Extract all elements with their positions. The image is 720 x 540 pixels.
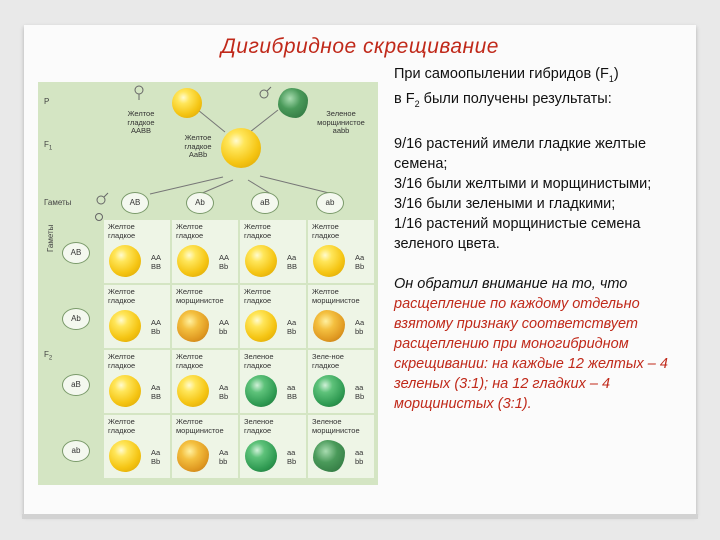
arrow-f1-to-ab: [150, 177, 223, 194]
conclusion: Он обратил внимание на то, что расщепление по каждому отдельно взятому признаку соответствует расщеплению при моногибридном скрещивании: на каждые 12 желтых – 4 зеленых (3:1); на 12 гладких – 4 морщинистых (3:1).: [394, 275, 668, 412]
genotype-caption: Aa Bb: [355, 253, 365, 271]
phenotype-caption: Желтое морщинистое: [176, 417, 224, 435]
punnett-cell: [104, 415, 170, 478]
gamete-left-ab: ab: [62, 440, 90, 462]
seed-yel: [109, 440, 141, 472]
gamete-left-AB: AB: [62, 242, 90, 264]
genotype-caption: aa Bb: [355, 383, 365, 401]
punnett-cell: [240, 350, 306, 413]
phenotype-caption: Желтое гладкое: [244, 222, 272, 240]
punnett-cell: [172, 350, 238, 413]
punnett-cell: [172, 220, 238, 283]
seed-yel: [313, 245, 345, 277]
seed-yel: [245, 310, 277, 342]
punnett-cell: [308, 415, 374, 478]
gamete-top-Ab: Ab: [186, 192, 214, 214]
parent-left-seed: [172, 88, 202, 118]
p-label: P: [44, 97, 50, 106]
phenotype-caption: Желтое гладкое: [108, 287, 136, 305]
phenotype-caption: Желтое гладкое: [108, 222, 136, 240]
gametes-vertical-label: Гаметы: [46, 224, 55, 252]
result-3: 3/16 были зелеными и гладкими;: [394, 195, 616, 212]
genotype-caption: AA bb: [219, 318, 230, 336]
intro-line-2: в $F_2$ были получены результаты:: [394, 90, 612, 109]
female-symbol: [135, 86, 143, 94]
seed-wy: [313, 310, 345, 342]
arrow-f1-to-ab2: [260, 176, 333, 194]
punnett-cell: [308, 285, 374, 348]
slide-shadow: [22, 514, 698, 519]
punnett-cell: [240, 220, 306, 283]
genotype-caption: aa bb: [355, 448, 364, 466]
punnett-cell: [308, 220, 374, 283]
genotype-caption: Aa BB: [151, 383, 162, 401]
male-symbol-gametes: [97, 196, 105, 204]
text-block: [394, 64, 689, 414]
punnett-cell: [172, 415, 238, 478]
phenotype-caption: Желтое гладкое: [176, 352, 204, 370]
gamete-left-aB: aB: [62, 374, 90, 396]
male-symbol: [260, 90, 268, 98]
seed-wy: [177, 440, 209, 472]
genotype-caption: Aa Bb: [287, 318, 297, 336]
gamete-top-ab: ab: [316, 192, 344, 214]
f1-caption: Желтое гладкое AaBb: [184, 133, 212, 159]
phenotype-caption: Желтое морщинистое: [312, 287, 360, 305]
seed-yel: [109, 245, 141, 277]
seed-yel: [109, 375, 141, 407]
punnett-cell: [240, 415, 306, 478]
phenotype-caption: Желтое гладкое: [108, 352, 136, 370]
seed-yel: [177, 375, 209, 407]
genotype-caption: Aa bb: [219, 448, 229, 466]
parent-right-caption: Зеленое морщинистое aabb: [317, 109, 365, 135]
phenotype-caption: Желтое морщинистое: [176, 287, 224, 305]
punnett-cell: [172, 285, 238, 348]
seed-yel: [109, 310, 141, 342]
gamete-left-Ab: Ab: [62, 308, 90, 330]
punnett-cell: [104, 220, 170, 283]
genotype-caption: Aa Bb: [219, 383, 229, 401]
seed-wy: [177, 310, 209, 342]
genotype-caption: AA Bb: [151, 318, 162, 336]
seed-grn: [313, 375, 345, 407]
gamete-top-AB: AB: [121, 192, 149, 214]
arrow-p-right-to-f1: [250, 110, 278, 132]
genotype-caption: aa BB: [287, 383, 298, 401]
result-1: 9/16 растений имели гладкие желтые семена;: [394, 135, 647, 172]
parent-left-caption: Желтое гладкое AABB: [127, 109, 155, 135]
phenotype-caption: Зеле-ное гладкое: [312, 352, 344, 370]
intro-line-1: При самоопылении гибридов $(F_1)$: [394, 66, 619, 84]
genotype-caption: AA BB: [151, 253, 162, 271]
arrow-p-left-to-f1: [198, 110, 225, 132]
phenotype-caption: Желтое гладкое: [176, 222, 204, 240]
phenotype-caption: Желтое гладкое: [312, 222, 340, 240]
phenotype-caption: Зеленое гладкое: [244, 417, 274, 435]
slide-title: Дигибридное скрещивание: [221, 35, 499, 58]
phenotype-caption: Желтое гладкое: [244, 287, 272, 305]
result-4: 1/16 растений морщинистые семена зеленого цвета.: [394, 215, 641, 252]
genotype-caption: AA Bb: [219, 253, 230, 271]
gamete-top-aB: aB: [251, 192, 279, 214]
seed-grn: [245, 440, 277, 472]
result-2: 3/16 были желтыми и морщинистыми;: [394, 175, 652, 192]
punnett-cell: [104, 285, 170, 348]
f1-seed: [221, 128, 261, 168]
genotype-caption: Aa Bb: [151, 448, 161, 466]
seed-yel: [245, 245, 277, 277]
f2-label: $F_2$: [44, 350, 53, 362]
gametes-label: Гаметы: [44, 198, 72, 207]
phenotype-caption: Зеленое гладкое: [244, 352, 274, 370]
phenotype-caption: Зеленое морщинистое: [312, 417, 360, 435]
parent-right-seed: [278, 88, 308, 118]
seed-grn: [245, 375, 277, 407]
genotype-caption: Aa bb: [355, 318, 365, 336]
punnett-grid: [104, 220, 377, 480]
punnett-cell: [104, 350, 170, 413]
genotype-caption: Aa BB: [287, 253, 298, 271]
genotype-caption: aa Bb: [287, 448, 297, 466]
punnett-cell: [308, 350, 374, 413]
f1-label: $F_1$: [44, 140, 53, 152]
punnett-cell: [240, 285, 306, 348]
phenotype-caption: Желтое гладкое: [108, 417, 136, 435]
female-symbol-gametes: [96, 214, 103, 221]
seed-wg: [313, 440, 345, 472]
seed-yel: [177, 245, 209, 277]
